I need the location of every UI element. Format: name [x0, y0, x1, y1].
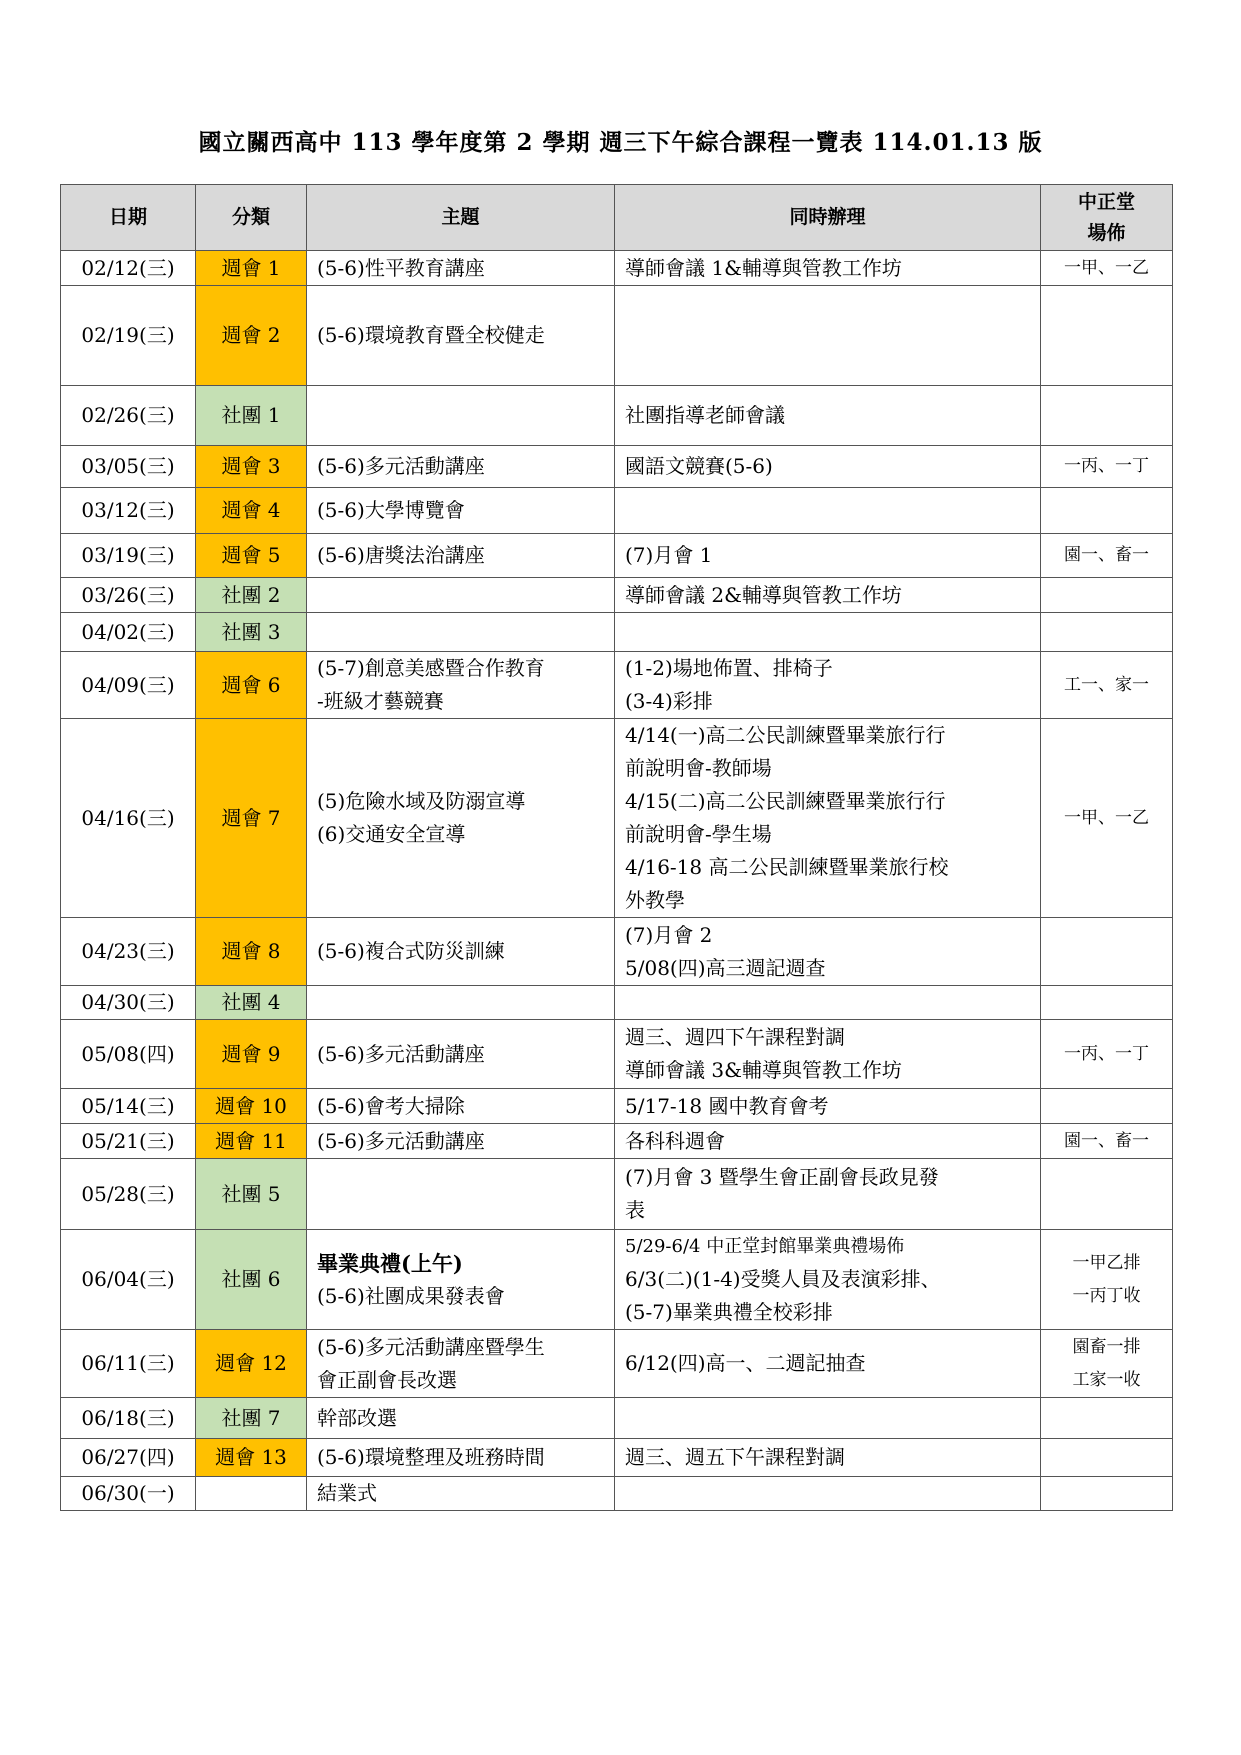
- venue-line: 一甲乙排: [1072, 1252, 1141, 1273]
- cell-topic: [307, 918, 615, 986]
- table-row: [61, 613, 1173, 652]
- cell-date: 04/09(三): [61, 652, 196, 719]
- table-row: [61, 1124, 1173, 1159]
- cell-venue: [1041, 652, 1173, 719]
- cell-category: 社團 1: [196, 386, 307, 446]
- cell-concurrent: [615, 613, 1041, 652]
- cell-topic: [307, 1089, 615, 1124]
- cell-topic: [307, 986, 615, 1020]
- cell-topic: [307, 1020, 615, 1089]
- cell-topic: [307, 446, 615, 488]
- cell-category: 週會 8: [196, 918, 307, 986]
- table-row: [61, 534, 1173, 578]
- cell-concurrent: [615, 1020, 1041, 1089]
- concurrent-line: 5/29-6/4 中正堂封館畢業典禮場佈: [625, 1236, 905, 1257]
- cell-concurrent: [615, 578, 1041, 613]
- venue-line: 一丙、一丁: [1064, 456, 1149, 476]
- cell-concurrent: [615, 534, 1041, 578]
- topic-line: 會正副會長改選: [317, 1367, 457, 1392]
- table-row: [61, 1398, 1173, 1439]
- table-row: [61, 918, 1173, 986]
- concurrent-line: 社團指導老師會議: [625, 403, 785, 427]
- cell-concurrent: [615, 446, 1041, 488]
- cell-category: 社團 4: [196, 986, 307, 1020]
- concurrent-line: 表: [625, 1198, 645, 1222]
- cell-concurrent: [615, 1330, 1041, 1398]
- cell-topic: [307, 488, 615, 534]
- concurrent-line: 國語文競賽(5-6): [625, 454, 773, 478]
- table-row: [61, 578, 1173, 613]
- cell-venue: [1041, 986, 1173, 1020]
- concurrent-line: (5-7)畢業典禮全校彩排: [625, 1300, 833, 1324]
- cell-concurrent: [615, 1439, 1041, 1477]
- cell-concurrent: [615, 1398, 1041, 1439]
- venue-line: 園一、畜一: [1064, 545, 1149, 565]
- cell-date: 04/16(三): [61, 719, 196, 918]
- table-row: [61, 488, 1173, 534]
- concurrent-line: 導師會議 1&輔導與管教工作坊: [625, 255, 902, 280]
- cell-venue: [1041, 1439, 1173, 1477]
- topic-line: (5-6)性平教育講座: [317, 255, 485, 280]
- cell-date: 03/05(三): [61, 446, 196, 488]
- concurrent-line: 前說明會-教師場: [625, 756, 772, 780]
- cell-date: 02/26(三): [61, 386, 196, 446]
- cell-venue: [1041, 1398, 1173, 1439]
- table-row: [61, 1230, 1173, 1330]
- venue-line: 工一、家一: [1064, 674, 1149, 695]
- topic-line: (6)交通安全宣導: [317, 822, 466, 846]
- topic-line: (5-6)社團成果發表會: [317, 1283, 505, 1308]
- table-row: [61, 446, 1173, 488]
- cell-date: 02/19(三): [61, 286, 196, 386]
- header-venue: [1041, 185, 1173, 251]
- cell-venue: [1041, 446, 1173, 488]
- concurrent-line: 前說明會-學生場: [625, 822, 772, 846]
- cell-topic: [307, 534, 615, 578]
- table-row: [61, 1439, 1173, 1477]
- table-row: [61, 986, 1173, 1020]
- cell-venue: [1041, 386, 1173, 446]
- concurrent-line: 週三、週五下午課程對調: [625, 1445, 845, 1469]
- table-row: [61, 652, 1173, 719]
- table-row: [61, 386, 1173, 446]
- cell-date: 06/11(三): [61, 1330, 196, 1398]
- cell-venue: [1041, 286, 1173, 386]
- cell-category: 社團 6: [196, 1230, 307, 1330]
- concurrent-line: 4/14(一)高二公民訓練暨畢業旅行行: [625, 723, 946, 747]
- cell-category: 社團 2: [196, 578, 307, 613]
- cell-date: 05/21(三): [61, 1124, 196, 1159]
- topic-line: (5-6)大學博覽會: [317, 498, 465, 522]
- cell-venue: [1041, 719, 1173, 918]
- cell-venue: [1041, 488, 1173, 534]
- cell-concurrent: [615, 918, 1041, 986]
- concurrent-line: 導師會議 2&輔導與管教工作坊: [625, 582, 902, 607]
- cell-venue: [1041, 1124, 1173, 1159]
- cell-topic: [307, 652, 615, 719]
- cell-category: 週會 6: [196, 652, 307, 719]
- cell-venue: [1041, 1020, 1173, 1089]
- cell-concurrent: [615, 1089, 1041, 1124]
- cell-category: 週會 2: [196, 286, 307, 386]
- topic-line: -班級才藝競賽: [317, 689, 444, 713]
- concurrent-line: (7)月會 1: [625, 543, 713, 567]
- table-row: [61, 1020, 1173, 1089]
- concurrent-line: 週三、週四下午課程對調: [625, 1025, 845, 1049]
- cell-topic: [307, 1230, 615, 1330]
- header-venue-line2: 場佈: [1087, 221, 1126, 244]
- header-date: 日期: [61, 185, 196, 251]
- cell-topic: [307, 251, 615, 286]
- cell-category: 週會 9: [196, 1020, 307, 1089]
- header-concurrent: 同時辦理: [615, 185, 1041, 251]
- table-row: [61, 286, 1173, 386]
- cell-category: 週會 11: [196, 1124, 307, 1159]
- cell-category: 社團 5: [196, 1159, 307, 1230]
- cell-topic: [307, 613, 615, 652]
- cell-venue: [1041, 1159, 1173, 1230]
- concurrent-line: 4/16-18 高二公民訓練暨畢業旅行校: [625, 855, 949, 879]
- venue-line: 園一、畜一: [1064, 1130, 1149, 1151]
- cell-concurrent: [615, 1124, 1041, 1159]
- cell-category: 週會 10: [196, 1089, 307, 1124]
- cell-venue: [1041, 1230, 1173, 1330]
- cell-date: 06/04(三): [61, 1230, 196, 1330]
- concurrent-line: (7)月會 3 暨學生會正副會長政見發: [625, 1165, 939, 1189]
- cell-topic: [307, 386, 615, 446]
- cell-category: 社團 3: [196, 613, 307, 652]
- cell-date: 04/30(三): [61, 986, 196, 1020]
- cell-category: 週會 1: [196, 251, 307, 286]
- topic-line: (5-6)環境教育暨全校健走: [317, 323, 545, 347]
- cell-category: 週會 7: [196, 719, 307, 918]
- topic-line: (5-6)多元活動講座: [317, 1041, 485, 1066]
- cell-date: 03/26(三): [61, 578, 196, 613]
- cell-concurrent: [615, 986, 1041, 1020]
- cell-venue: [1041, 1477, 1173, 1511]
- cell-date: 05/14(三): [61, 1089, 196, 1124]
- header-topic: 主題: [307, 185, 615, 251]
- cell-topic: [307, 578, 615, 613]
- cell-concurrent: [615, 286, 1041, 386]
- topic-line: (5-6)複合式防災訓練: [317, 939, 505, 963]
- header-category: 分類: [196, 185, 307, 251]
- cell-topic: [307, 1439, 615, 1477]
- cell-concurrent: [615, 251, 1041, 286]
- cell-topic: [307, 1398, 615, 1439]
- table-row: [61, 719, 1173, 918]
- cell-category: 週會 13: [196, 1439, 307, 1477]
- cell-concurrent: [615, 386, 1041, 446]
- topic-line: (5-7)創意美感暨合作教育: [317, 656, 545, 680]
- cell-topic: [307, 286, 615, 386]
- concurrent-line: 6/12(四)高一、二週記抽查: [625, 1351, 866, 1375]
- topic-line: (5-6)環境整理及班務時間: [317, 1445, 545, 1469]
- cell-category: [196, 1477, 307, 1511]
- cell-venue: [1041, 1089, 1173, 1124]
- concurrent-line: (1-2)場地佈置、排椅子: [625, 656, 833, 680]
- cell-concurrent: [615, 719, 1041, 918]
- venue-line: 一甲、一乙: [1064, 807, 1149, 828]
- venue-line: 園畜一排: [1072, 1336, 1141, 1357]
- concurrent-line: 外教學: [625, 888, 685, 912]
- cell-venue: [1041, 534, 1173, 578]
- schedule-table: [60, 184, 1173, 1511]
- cell-venue: [1041, 251, 1173, 286]
- topic-line: (5-6)會考大掃除: [317, 1093, 465, 1118]
- cell-date: 02/12(三): [61, 251, 196, 286]
- topic-line: (5-6)唐獎法治講座: [317, 543, 485, 567]
- cell-date: 04/02(三): [61, 613, 196, 652]
- cell-concurrent: [615, 1159, 1041, 1230]
- concurrent-line: 5/17-18 國中教育會考: [625, 1093, 829, 1118]
- cell-date: 05/08(四): [61, 1020, 196, 1089]
- concurrent-line: 4/15(二)高二公民訓練暨畢業旅行行: [625, 789, 946, 813]
- topic-line: (5)危險水域及防溺宣導: [317, 789, 526, 813]
- cell-venue: [1041, 578, 1173, 613]
- cell-venue: [1041, 1330, 1173, 1398]
- header-row: [61, 185, 1173, 251]
- cell-topic: [307, 1330, 615, 1398]
- venue-line: 一丙丁收: [1072, 1285, 1141, 1306]
- cell-date: 05/28(三): [61, 1159, 196, 1230]
- table-row: [61, 1477, 1173, 1511]
- cell-category: 週會 12: [196, 1330, 307, 1398]
- cell-date: 06/18(三): [61, 1398, 196, 1439]
- concurrent-line: 6/3(二)(1-4)受獎人員及表演彩排、: [625, 1267, 941, 1291]
- schedule-body: [61, 251, 1173, 1511]
- concurrent-line: (3-4)彩排: [625, 689, 713, 713]
- cell-category: 社團 7: [196, 1398, 307, 1439]
- concurrent-line: 導師會議 3&輔導與管教工作坊: [625, 1058, 902, 1082]
- cell-date: 06/30(一): [61, 1477, 196, 1511]
- table-row: [61, 251, 1173, 286]
- cell-topic: [307, 1124, 615, 1159]
- table-row: [61, 1330, 1173, 1398]
- cell-date: 03/19(三): [61, 534, 196, 578]
- cell-venue: [1041, 918, 1173, 986]
- cell-date: 03/12(三): [61, 488, 196, 534]
- header-venue-line1: 中正堂: [1077, 190, 1135, 213]
- venue-line: 一甲、一乙: [1064, 257, 1149, 278]
- topic-highlight: 畢業典禮(上午): [317, 1250, 463, 1276]
- topic-line: (5-6)多元活動講座: [317, 454, 485, 478]
- cell-date: 04/23(三): [61, 918, 196, 986]
- cell-concurrent: [615, 1230, 1041, 1330]
- table-row: [61, 1159, 1173, 1230]
- cell-concurrent: [615, 1477, 1041, 1511]
- cell-category: 週會 5: [196, 534, 307, 578]
- cell-topic: [307, 1477, 615, 1511]
- cell-concurrent: [615, 652, 1041, 719]
- venue-line: 一丙、一丁: [1064, 1043, 1149, 1064]
- topic-line: (5-6)多元活動講座: [317, 1128, 485, 1153]
- document-title: 國立關西高中 113 學年度第 2 學期 週三下午綜合課程一覽表 114.01.13 版: [198, 129, 1043, 156]
- cell-topic: [307, 719, 615, 918]
- concurrent-line: (7)月會 2: [625, 922, 713, 947]
- concurrent-line: 各科科週會: [625, 1128, 725, 1153]
- topic-line: 幹部改選: [317, 1405, 397, 1430]
- cell-category: 週會 4: [196, 488, 307, 534]
- cell-category: 週會 3: [196, 446, 307, 488]
- cell-date: 06/27(四): [61, 1439, 196, 1477]
- venue-line: 工家一收: [1072, 1369, 1141, 1390]
- cell-concurrent: [615, 488, 1041, 534]
- table-row: [61, 1089, 1173, 1124]
- concurrent-line: 5/08(四)高三週記週查: [625, 955, 826, 980]
- cell-venue: [1041, 613, 1173, 652]
- topic-line: (5-6)多元活動講座暨學生: [317, 1334, 545, 1359]
- cell-topic: [307, 1159, 615, 1230]
- topic-line: 結業式: [317, 1481, 377, 1505]
